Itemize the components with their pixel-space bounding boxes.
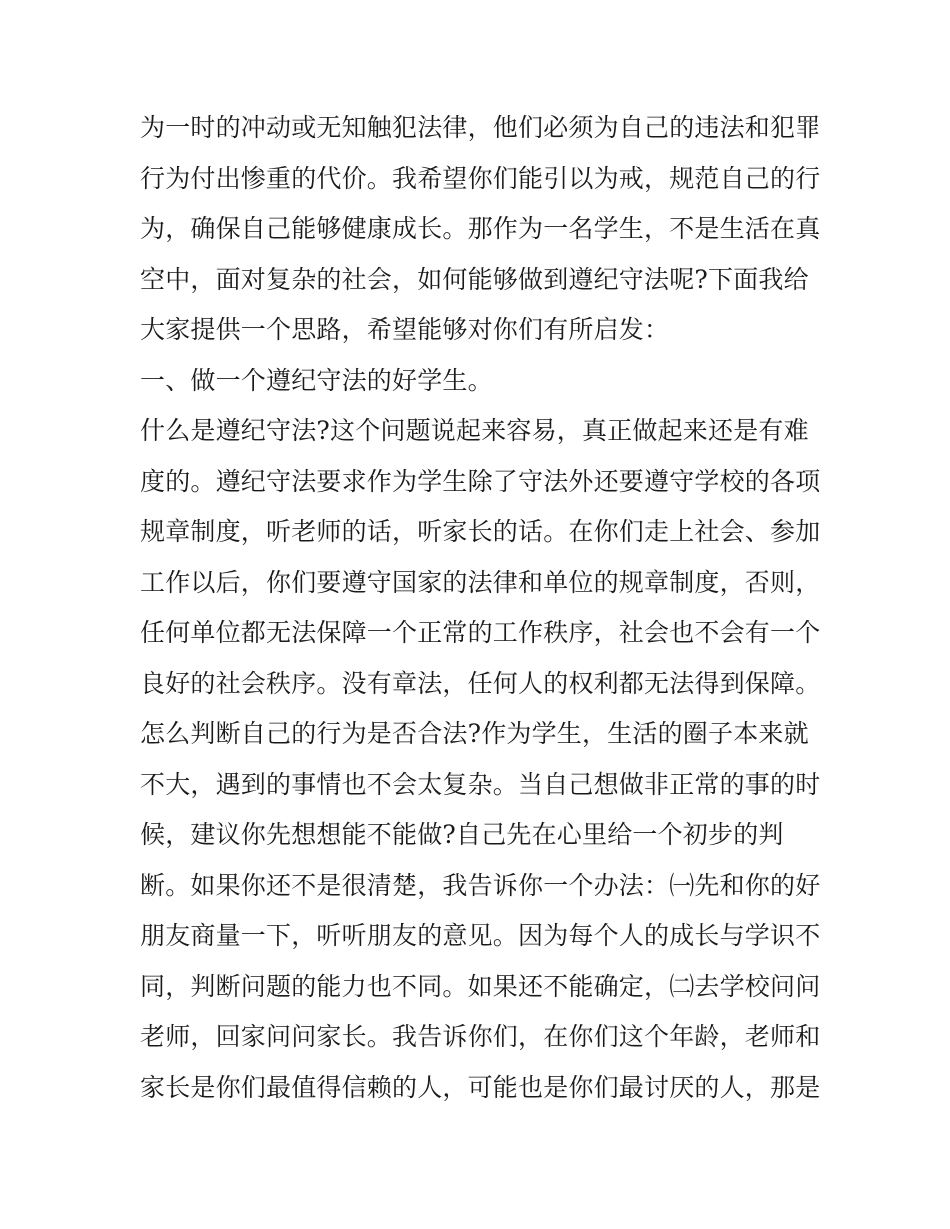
text-line: 候，建议你先想想能不能做?自己先在心里给一个初步的判	[140, 820, 784, 849]
text-line: 行为付出惨重的代价。我希望你们能引以为戒，规范自己的行	[140, 163, 821, 193]
text-line: 良好的社会秩序。没有章法，任何人的权利都无法得到保障。	[140, 668, 821, 698]
text-line: 断。如果你还不是很清楚，我告诉你一个办法：㈠先和你的好	[140, 870, 821, 900]
text-line: 为，确保自己能够健康成长。那作为一名学生，不是生活在真	[140, 214, 821, 243]
text-line: 规章制度，听老师的话，听家长的话。在你们走上社会、参加	[140, 517, 821, 546]
text-line: 不大，遇到的事情也不会太复杂。当自己想做非正常的事的时	[140, 769, 821, 799]
body-text	[140, 103, 820, 1113]
text-line: 空中，面对复杂的社会，如何能够做到遵纪守法呢?下面我给	[140, 264, 809, 294]
section-heading: 一、做一个遵纪守法的好学生。	[140, 365, 493, 395]
text-line: 大家提供一个思路，希望能够对你们有所启发：	[140, 315, 670, 344]
text-line: 任何单位都无法保障一个正常的工作秩序，社会也不会有一个	[140, 618, 821, 647]
text-line: 怎么判断自己的行为是否合法?作为学生，生活的圈子本来就	[140, 719, 809, 748]
text-line: 工作以后，你们要遵守国家的法律和单位的规章制度，否则，	[140, 567, 821, 597]
text-line: 为一时的冲动或无知触犯法律，他们必须为自己的违法和犯罪	[140, 113, 821, 142]
text-line: 度的。遵纪守法要求作为学生除了守法外还要遵守学校的各项	[140, 466, 821, 496]
text-line: 老师，回家问问家长。我告诉你们，在你们这个年龄，老师和	[140, 1022, 821, 1051]
text-line: 同，判断问题的能力也不同。如果还不能确定，㈡去学校问问	[140, 971, 821, 1001]
text-line: 什么是遵纪守法?这个问题说起来容易，真正做起来还是有难	[140, 416, 809, 445]
text-line: 朋友商量一下，听听朋友的意见。因为每个人的成长与学识不	[140, 921, 821, 950]
text-line: 家长是你们最值得信赖的人，可能也是你们最讨厌的人，那是	[140, 1072, 821, 1102]
